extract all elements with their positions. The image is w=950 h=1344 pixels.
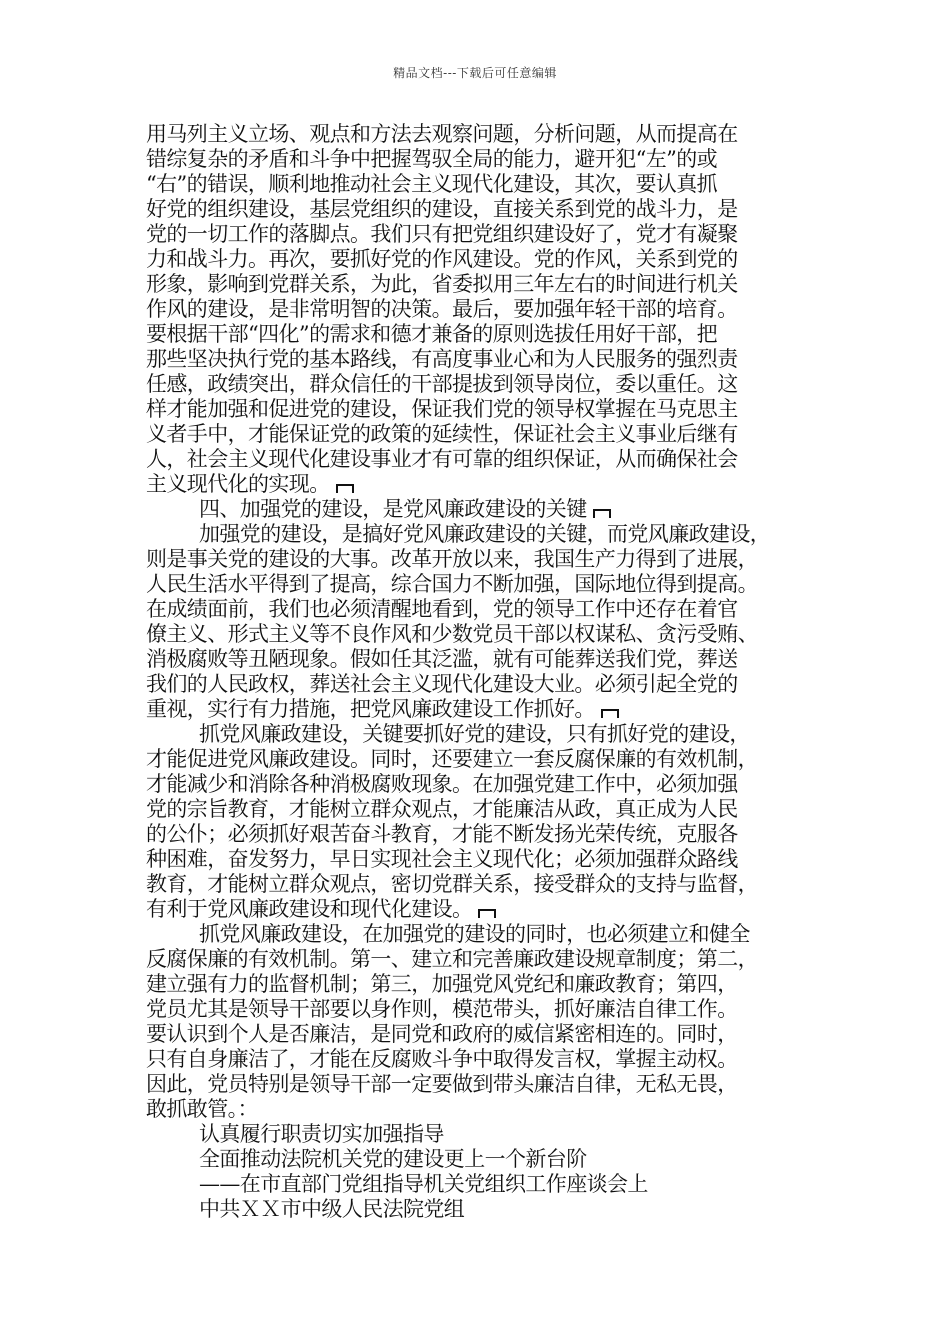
text-line-content: 僚主义、形式主义等不良作风和少数党员干部以权谋私、贪污受贿、 (146, 622, 758, 646)
text-line (146, 947, 816, 972)
page-header: 精品文档---下载后可任意编辑 (393, 66, 557, 80)
paragraph-mark-icon (336, 484, 354, 493)
paragraph-mark-icon (478, 909, 496, 918)
text-line-content: 建立强有力的监督机制；第三，加强党风党纪和廉政教育；第四， (146, 972, 738, 996)
text-line (146, 1022, 816, 1047)
text-line (146, 522, 816, 547)
text-line-content: 教育，才能树立群众观点，密切党群关系，接受群众的支持与监督， (146, 872, 758, 896)
text-line (146, 1147, 816, 1172)
text-line (146, 697, 816, 722)
text-line-content: 党的一切工作的落脚点。我们只有把党组织建设好了，党才有凝聚 (146, 222, 738, 246)
text-line (146, 822, 816, 847)
text-line-content: 重视，实行有力措施，把党风廉政建设工作抓好。 (146, 697, 595, 721)
text-line (146, 722, 816, 747)
text-line (146, 797, 816, 822)
text-line (146, 397, 816, 422)
text-line (146, 447, 816, 472)
text-line-content: 任感，政绩突出，群众信任的干部提拔到领导岗位，委以重任。这 (146, 372, 738, 396)
text-line-content: 则是事关党的建设的大事。改革开放以来，我国生产力得到了进展， (146, 547, 758, 571)
text-line (146, 897, 816, 922)
text-line (146, 847, 816, 872)
text-line-content: 中共ＸＸ市中级人民法院党组 (199, 1197, 465, 1221)
text-line-content: 全面推动法院机关党的建设更上一个新台阶 (199, 1147, 587, 1171)
text-line (146, 1122, 816, 1147)
text-line-content: 加强党的建设，是搞好党风廉政建设的关键，而党风廉政建设， (199, 522, 771, 546)
paragraph-mark-icon (593, 509, 611, 518)
text-line (146, 272, 816, 297)
text-line-content: 党的宗旨教育，才能树立群众观点，才能廉洁从政，真正成为人民 (146, 797, 738, 821)
text-line (146, 597, 816, 622)
text-line-content: 的公仆；必须抓好艰苦奋斗教育，才能不断发扬光荣传统，克服各 (146, 822, 738, 846)
text-line-content: 样才能加强和促进党的建设，保证我们党的领导权掌握在马克思主 (146, 397, 738, 421)
text-line-content: 敢抓敢管。： (146, 1097, 258, 1121)
document-body (146, 122, 816, 1222)
text-line (146, 1072, 816, 1097)
text-line (146, 247, 816, 272)
text-line (146, 772, 816, 797)
text-line-content: 主义现代化的实现。 (146, 472, 330, 496)
text-line (146, 872, 816, 897)
text-line (146, 922, 816, 947)
text-line (146, 997, 816, 1022)
text-line-content: 作风的建设，是非常明智的决策。最后，要加强年轻干部的培育。 (146, 297, 738, 321)
text-line (146, 747, 816, 772)
text-line (146, 422, 816, 447)
text-line-content: 用马列主义立场、观点和方法去观察问题，分析问题，从而提高在 (146, 122, 738, 146)
text-line (146, 297, 816, 322)
text-line (146, 122, 816, 147)
text-line-content: 在成绩面前，我们也必须清醒地看到，党的领导工作中还存在着官 (146, 597, 738, 621)
text-line-content: 抓党风廉政建设，在加强党的建设的同时，也必须建立和健全 (199, 922, 750, 946)
text-line (146, 572, 816, 597)
text-line (146, 547, 816, 572)
text-line-content: 反腐保廉的有效机制。第一、建立和完善廉政建设规章制度；第二， (146, 947, 758, 971)
text-line-content: 力和战斗力。再次，要抓好党的作风建设。党的作风，关系到党的 (146, 247, 738, 271)
text-line-content: 种困难，奋发努力，早日实现社会主义现代化；必须加强群众路线 (146, 847, 738, 871)
text-line-content: 人民生活水平得到了提高，综合国力不断加强，国际地位得到提高。 (146, 572, 758, 596)
text-line (146, 147, 816, 172)
text-line (146, 647, 816, 672)
text-line-content: 错综复杂的矛盾和斗争中把握驾驭全局的能力，避开犯“左”的或 (146, 147, 718, 171)
text-line-content: 才能减少和消除各种消极腐败现象。在加强党建工作中，必须加强 (146, 772, 738, 796)
text-line (146, 1047, 816, 1072)
text-line (146, 1097, 816, 1122)
text-line-content: 义者手中，才能保证党的政策的延续性，保证社会主义事业后继有 (146, 422, 738, 446)
text-line (146, 972, 816, 997)
text-line-content: 要根据干部“四化”的需求和德才兼备的原则选拔任用好干部，把 (146, 322, 718, 346)
text-line (146, 1197, 816, 1222)
text-line-content: 我们的人民政权，葬送社会主义现代化建设大业。必须引起全党的 (146, 672, 738, 696)
text-line (146, 172, 816, 197)
paragraph-mark-icon (601, 709, 619, 718)
text-line (146, 472, 816, 497)
text-line-content: 才能促进党风廉政建设。同时，还要建立一套反腐保廉的有效机制， (146, 747, 758, 771)
text-line-content: 因此，党员特别是领导干部一定要做到带头廉洁自律，无私无畏， (146, 1072, 738, 1096)
text-line-content: 消极腐败等丑陋现象。假如任其泛滥，就有可能葬送我们党，葬送 (146, 647, 738, 671)
text-line-content: 形象，影响到党群关系，为此，省委拟用三年左右的时间进行机关 (146, 272, 738, 296)
text-line (146, 1172, 816, 1197)
text-line-content: “右”的错误，顺利地推动社会主义现代化建设，其次，要认真抓 (146, 172, 718, 196)
text-line (146, 672, 816, 697)
text-line (146, 347, 816, 372)
text-line-content: 抓党风廉政建设，关键要抓好党的建设，只有抓好党的建设， (199, 722, 750, 746)
text-line-content: 要认识到个人是否廉洁，是同党和政府的威信紧密相连的。同时， (146, 1022, 738, 1046)
text-line (146, 322, 816, 347)
text-line (146, 372, 816, 397)
text-line-content: 人，社会主义现代化建设事业才有可靠的组织保证，从而确保社会 (146, 447, 738, 471)
text-line-content: 那些坚决执行党的基本路线，有高度事业心和为人民服务的强烈责 (146, 347, 738, 371)
text-line (146, 497, 816, 522)
text-line (146, 622, 816, 647)
text-line-content: ——在市直部门党组指导机关党组织工作座谈会上 (199, 1172, 648, 1196)
text-line-content: 好党的组织建设，基层党组织的建设，直接关系到党的战斗力，是 (146, 197, 738, 221)
text-line-content: 认真履行职责切实加强指导 (199, 1122, 444, 1146)
text-line (146, 222, 816, 247)
text-line-content: 只有自身廉洁了，才能在反腐败斗争中取得发言权，掌握主动权。 (146, 1047, 738, 1071)
text-line (146, 197, 816, 222)
text-line-content: 四、加强党的建设，是党风廉政建设的关键 (199, 497, 587, 521)
text-line-content: 党员尤其是领导干部要以身作则，模范带头，抓好廉洁自律工作。 (146, 997, 738, 1021)
text-line-content: 有利于党风廉政建设和现代化建设。 (146, 897, 473, 921)
